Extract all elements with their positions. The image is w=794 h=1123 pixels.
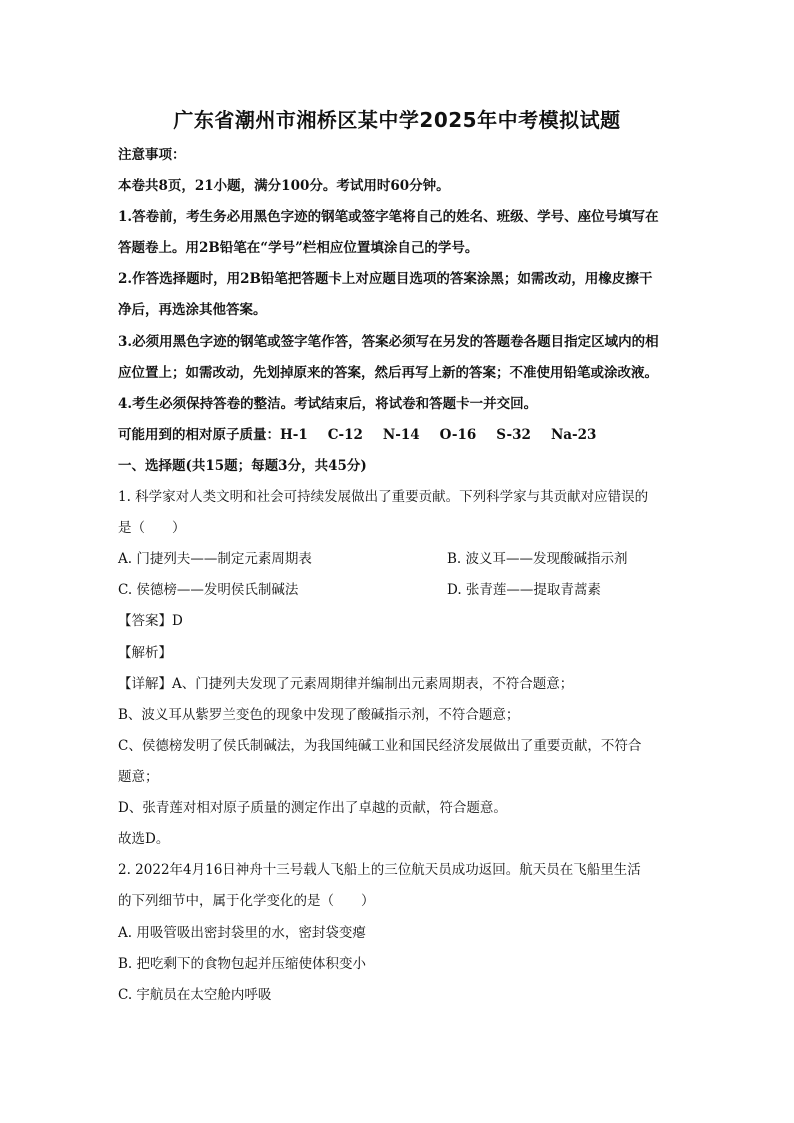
page-title: 广东省潮州市湘桥区某中学2025年中考模拟试题	[173, 108, 621, 132]
atomic-mass-n: N-14	[382, 427, 420, 443]
notice-item-1a: 1.答卷前，考生务必用黑色字迹的钢笔或签字笔将自己的姓名、班级、学号、座位号填写在	[118, 209, 659, 225]
notice-heading: 注意事项：	[118, 147, 186, 163]
atomic-mass-s: S-32	[496, 427, 531, 443]
notice-item-2a: 2.作答选择题时，用2B铅笔把答题卡上对应题目选项的答案涂黑；如需改动，用橡皮擦干	[118, 271, 653, 287]
notice-summary: 本卷共8页，21小题，满分100分。考试用时60分钟。	[118, 178, 450, 194]
q1-option-a: A. 门捷列夫——制定元素周期表	[118, 551, 312, 567]
atomic-mass-h: H-1	[280, 427, 308, 443]
notice-item-3a: 3.必须用黑色字迹的钢笔或签字笔作答，答案必须写在另发的答题卷各题目指定区域内的相	[118, 334, 659, 350]
q2-stem-1: 2. 2022年4月16日神舟十三号载人飞船上的三位航天员成功返回。航天员在飞船里生活	[118, 862, 641, 878]
atomic-mass-c: C-12	[327, 427, 363, 443]
q2-option-c: C. 宇航员在太空舱内呼吸	[118, 987, 272, 1003]
q1-detail-4: 题意；	[118, 769, 159, 785]
atomic-masses	[118, 426, 616, 444]
q2-stem-2: 的下列细节中，属于化学变化的是（ ）	[118, 893, 375, 909]
section-heading: 一、选择题(共15题；每题3分，共45分)	[118, 458, 367, 474]
q1-option-d: D. 张青莲——提取青蒿素	[447, 582, 601, 598]
atomic-mass-o: O-16	[439, 427, 477, 443]
q1-analysis-label: 【解析】	[118, 645, 172, 661]
q1-option-c: C. 侯德榜——发明侯氏制碱法	[118, 582, 299, 598]
q2-option-a: A. 用吸管吸出密封袋里的水，密封袋变瘪	[118, 925, 366, 941]
q2-option-b: B. 把吃剩下的食物包起并压缩使体积变小	[118, 956, 367, 972]
notice-item-2b: 净后，再选涂其他答案。	[118, 302, 267, 318]
q1-option-b: B. 波义耳——发现酸碱指示剂	[447, 551, 628, 567]
notice-item-4: 4.考生必须保持答卷的整洁。考试结束后，将试卷和答题卡一并交回。	[118, 396, 538, 412]
q1-detail-1: 【详解】A、门捷列夫发现了元素周期律并编制出元素周期表，不符合题意；	[118, 676, 574, 692]
q1-conclusion: 故选D。	[118, 831, 170, 847]
notice-item-1b: 答题卷上。用2B铅笔在“学号”栏相应位置填涂自己的学号。	[118, 240, 479, 256]
q1-detail-3: C、侯德榜发明了侯氏制碱法，为我国纯碱工业和国民经济发展做出了重要贡献，不符合	[118, 738, 642, 754]
q1-detail-5: D、张青莲对相对原子质量的测定作出了卓越的贡献，符合题意。	[118, 800, 507, 816]
notice-item-3b: 应位置上；如需改动，先划掉原来的答案，然后再写上新的答案；不准使用铅笔或涂改液。	[118, 365, 658, 381]
q1-stem-2: 是（ ）	[118, 520, 186, 536]
q1-stem-1: 1. 科学家对人类文明和社会可持续发展做出了重要贡献。下列科学家与其贡献对应错误的	[118, 489, 649, 505]
atomic-masses-label: 可能用到的相对原子质量：	[118, 427, 280, 443]
atomic-mass-na: Na-23	[550, 427, 597, 443]
q1-detail-2: B、波义耳从紫罗兰变色的现象中发现了酸碱指示剂，不符合题意；	[118, 707, 520, 723]
q1-answer: 【答案】D	[118, 613, 183, 629]
